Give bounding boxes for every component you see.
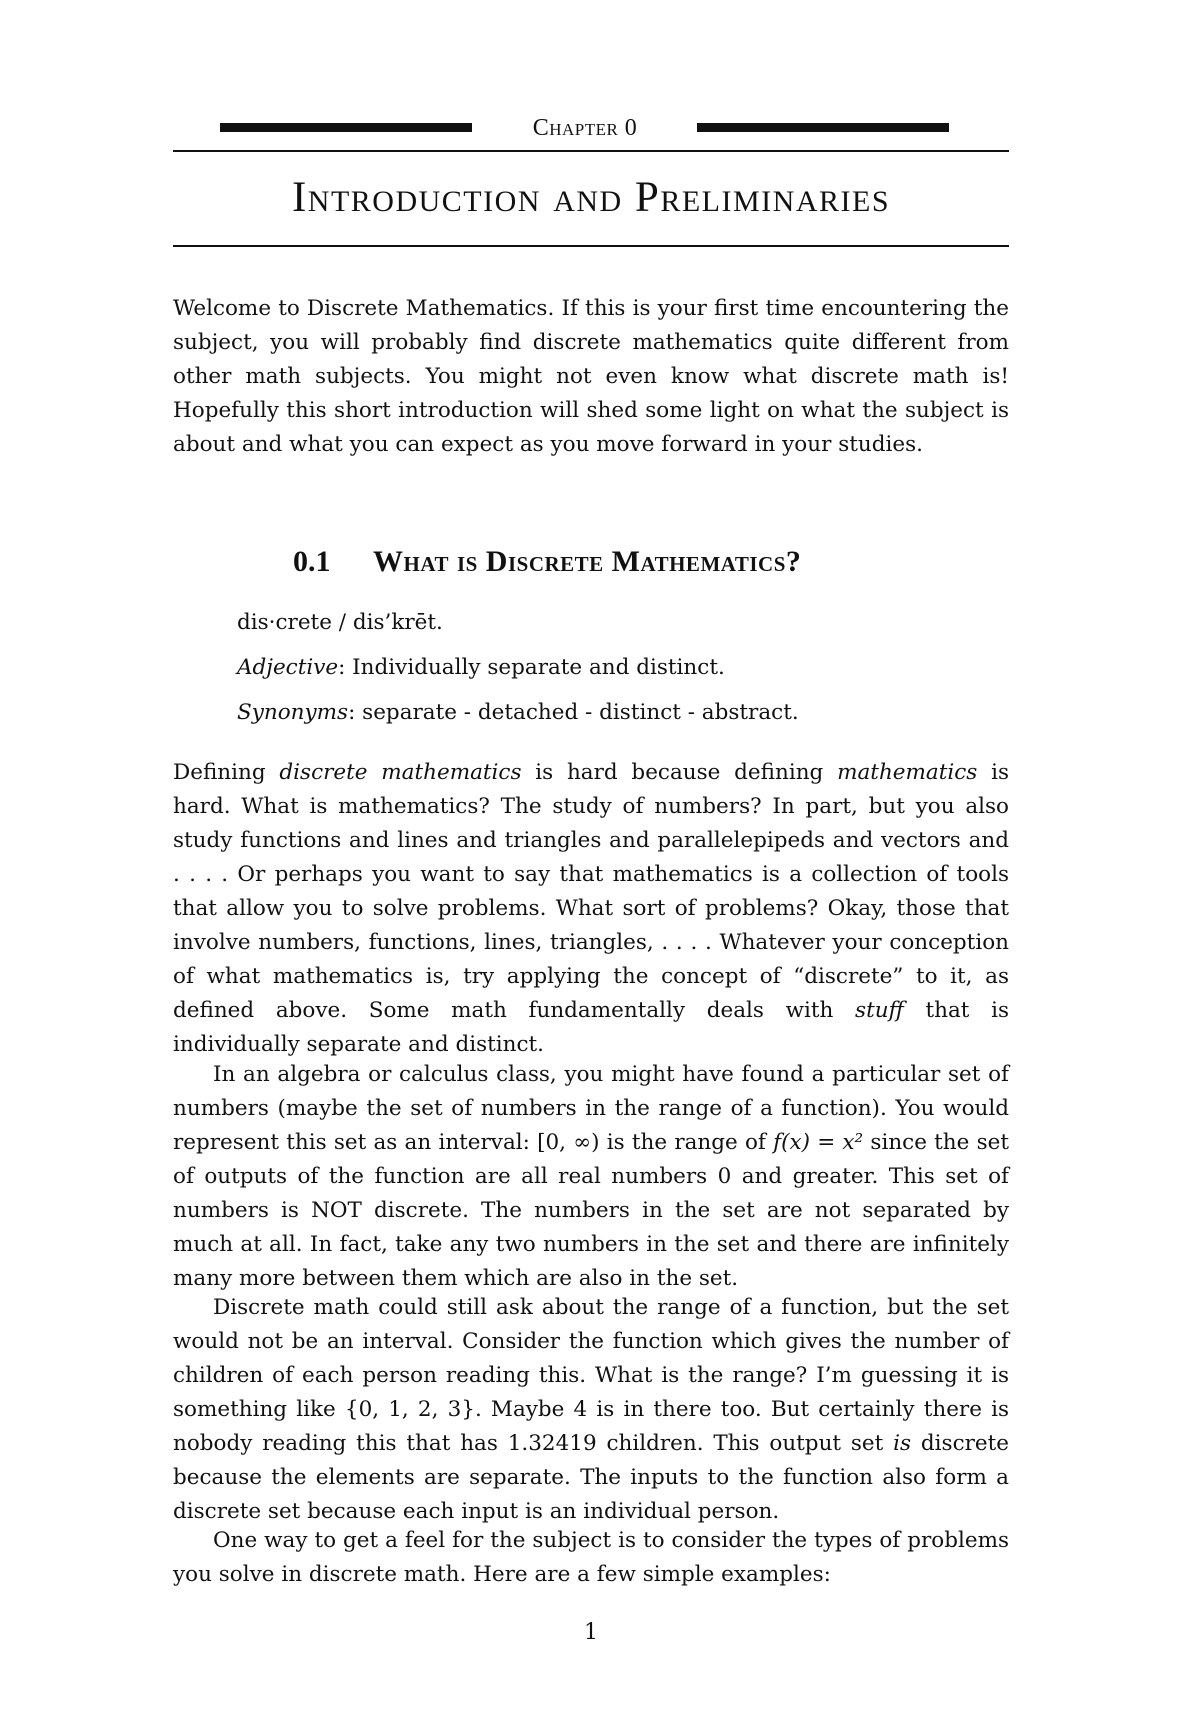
math-expression: f(x) = x² [773,1130,864,1155]
emphasis: discrete mathematics [279,760,522,785]
page-number: 1 [584,1620,598,1645]
title-rule-top [173,150,1009,152]
paragraph-algebra [173,1058,1009,1296]
text-run: In an algebra or calculus class, you might have found a particular set of numbers (maybe the set of numbers in the range of a function). You would represent this set as an interval: [0, ∞) is the range of [173,1062,1009,1155]
text-run: is hard. What is mathematics? The study of numbers? In part, but you also study functions and lines and triangles and parallelepipeds and vectors and . . . . Or perhaps you want to say that mathematics is a collection of tools that allow you to solve problems. What sort of problems? Okay, those that involve numbers, functions, lines, triangles, . . . . Whatever your conception of what mathematics is, try applying the concept of “discrete” to it, as defined above. Some math fundamentally deals with [173,760,1009,1023]
synonyms-text: : separate - detached - distinct - abstract. [348,700,799,725]
emphasis: stuff [855,998,904,1023]
definition-adjective [237,651,997,685]
text-run: that is individually separate and distinct. [173,998,1009,1057]
section-heading [293,540,993,584]
text-run: since the set of outputs of the function are all real numbers 0 and greater. This set of numbers is NOT discrete. The numbers in the set are not separated by much at all. In fact, take any two numbers in the set and there are infinitely many more between them which are also in the set. [173,1130,1009,1291]
chapter-title: Introduction and Preliminaries [291,174,891,221]
text-run: Defining [173,760,280,785]
chapter-header [173,110,1009,146]
text-run: discrete because the elements are separate. The inputs to the function also form a discrete set because each input is an individual person. [173,1431,1009,1524]
emphasis: is [893,1431,912,1456]
paragraph-examples: One way to get a feel for the subject is to consider the types of problems you solve in discrete math. Here are a few simple examples: [173,1528,1009,1587]
title-rule-bottom [173,245,1009,247]
paragraph-range [173,1291,1009,1529]
adjective-text: : Individually separate and distinct. [338,655,725,680]
chapter-bar-left [220,123,472,132]
book-page [173,0,1009,1714]
paragraph-defining [173,756,1009,1062]
synonyms-label: Synonyms [237,700,349,725]
chapter-label: Chapter 0 [532,115,638,141]
definition-pronunciation: dis·crete / dis’krēt. [237,610,443,635]
section-title: What is Discrete Mathematics? [373,545,802,578]
definition-synonyms [237,696,997,730]
chapter-bar-right [697,123,949,132]
text-run: Discrete math could still ask about the range of a function, but the set would not be an interval. Consider the function which gives the number of children of each person reading this. What is the range? I’m guessing it is something like {0, 1, 2, 3}. Maybe 4 is in there too. But certainly there is nobody reading this that has 1.32419 children. This output set [173,1295,1009,1456]
emphasis: mathematics [837,760,978,785]
text-run: is hard because defining [521,760,838,785]
intro-paragraph: Welcome to Discrete Mathematics. If this is your first time encountering the subject, you will probably find discrete mathematics quite different from other math subjects. You might not even know what discrete math is! Hopefully this short introduction will shed some light on what the subject is about and what you can expect as you move forward in your studies. [173,296,1009,457]
section-number: 0.1 [293,545,331,578]
adjective-label: Adjective [237,655,339,680]
